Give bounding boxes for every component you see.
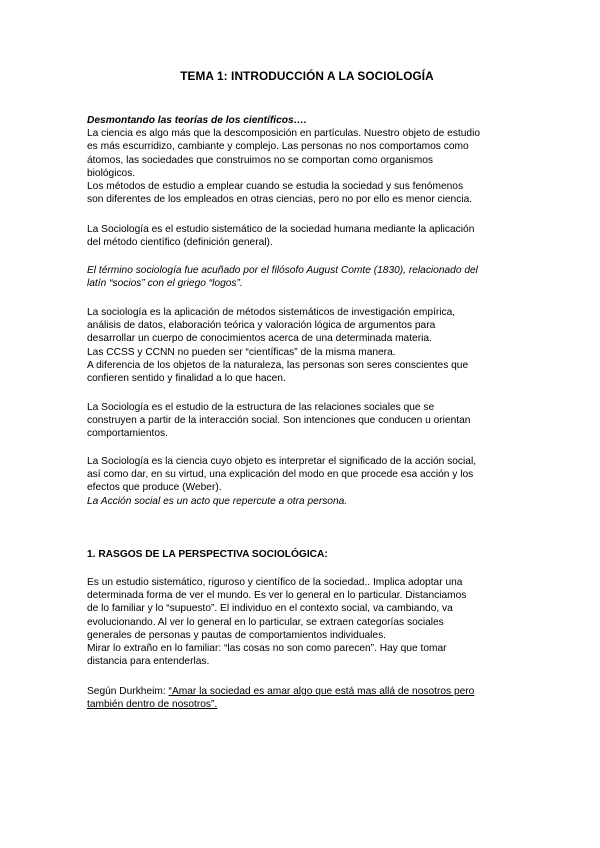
quote-text-continued: también dentro de nosotros”. [87, 699, 218, 711]
intro-line: La ciencia es algo más que la descomposición en partículas. Nuestro objeto de estudio [87, 128, 481, 140]
section1-line: generales de personas y pautas de comportamientos individuales. [87, 629, 387, 641]
structure-line: comportamientos. [87, 428, 168, 440]
application-paragraph [87, 306, 527, 385]
intro-heading: Desmontando las teorías de los científicos…. [87, 115, 307, 126]
section1-line: distancia para entenderlas. [87, 656, 210, 668]
intro-line: biológicos. [87, 167, 136, 179]
page-title: TEMA 1: INTRODUCCIÓN A LA SOCIOLOGÍA [180, 69, 434, 83]
quote-text: “Amar la sociedad es amar algo que está mas allá de nosotros pero [168, 686, 475, 697]
section-heading: 1. RASGOS DE LA PERSPECTIVA SOCIOLÓGICA: [87, 549, 328, 560]
intro-line: son diferentes de los empleados en otras ciencias, pero no por ello es menor ciencia. [87, 194, 473, 206]
weber-paragraph [87, 455, 527, 508]
weber-line: La Sociología es la ciencia cuyo objeto es interpretar el significado de la acción social, [87, 456, 477, 467]
structure-line: La Sociología es el estudio de la estructura de las relaciones sociales que se [87, 402, 435, 413]
structure-paragraph [87, 401, 527, 441]
section1-line: Mirar lo extraño en lo familiar: “las cosas no son como parecen”. Hay que tomar [87, 643, 447, 655]
application-line: La sociología es la aplicación de métodos sistemáticos de investigación empírica, [87, 307, 456, 318]
section1-line: de lo familiar y lo “supuesto”. El individuo en el contexto social, va cambiando, va [87, 603, 453, 615]
definition-paragraph [87, 223, 527, 249]
application-line: análisis de datos, elaboración teórica y valoración lógica de argumentos para [87, 320, 436, 332]
comte-line: El término sociología fue acuñado por el filósofo August Comte (1830), relacionado del [87, 265, 478, 276]
application-line: confieren sentido y finalidad a lo que hacen. [87, 373, 286, 385]
structure-line: construyen a partir de la interacción social. Son intenciones que conducen u orientan [87, 415, 471, 427]
application-line: A diferencia de los objetos de la naturaleza, las personas son seres conscientes que [87, 359, 469, 371]
section1-paragraph [87, 576, 527, 668]
section1-line: determinada forma de ver el mundo. Es ver lo general en lo particular. Distanciamos [87, 590, 467, 602]
weber-line: así como dar, en su virtud, una explicación del modo en que procede esa acción y los [87, 469, 474, 481]
application-line: desarrollar un cuerpo de conocimientos acerca de una determinada materia. [87, 333, 432, 345]
definition-line: del método científico (definición general). [87, 237, 273, 249]
intro-line: átomos, las sociedades que construimos no se comportan como organismos [87, 154, 433, 166]
intro-line: Los métodos de estudio a emplear cuando se estudia la sociedad y sus fenómenos [87, 181, 464, 193]
intro-line: es más escurridizo, cambiante y complejo. Las personas no nos comportamos como [87, 141, 469, 153]
comte-note [87, 264, 527, 290]
social-action-note: La Acción social es un acto que repercute a otra persona. [87, 495, 348, 507]
intro-section [87, 114, 527, 206]
section1-line: Es un estudio sistemático, riguroso y científico de la sociedad.. Implica adoptar una [87, 577, 463, 588]
weber-line: efectos que produce (Weber). [87, 482, 222, 494]
definition-line: La Sociología es el estudio sistemático de la sociedad humana mediante la aplicación [87, 224, 475, 235]
durkheim-quote [87, 685, 527, 711]
application-line: Las CCSS y CCNN no pueden ser “científicas” de la misma manera. [87, 346, 396, 358]
quote-prefix: Según Durkheim: [87, 686, 169, 697]
section1-line: evolucionando. Al ver lo general en lo particular, se extraen categorías sociales [87, 616, 444, 628]
comte-line: latín “socios” con el griego “logos”. [87, 278, 243, 290]
